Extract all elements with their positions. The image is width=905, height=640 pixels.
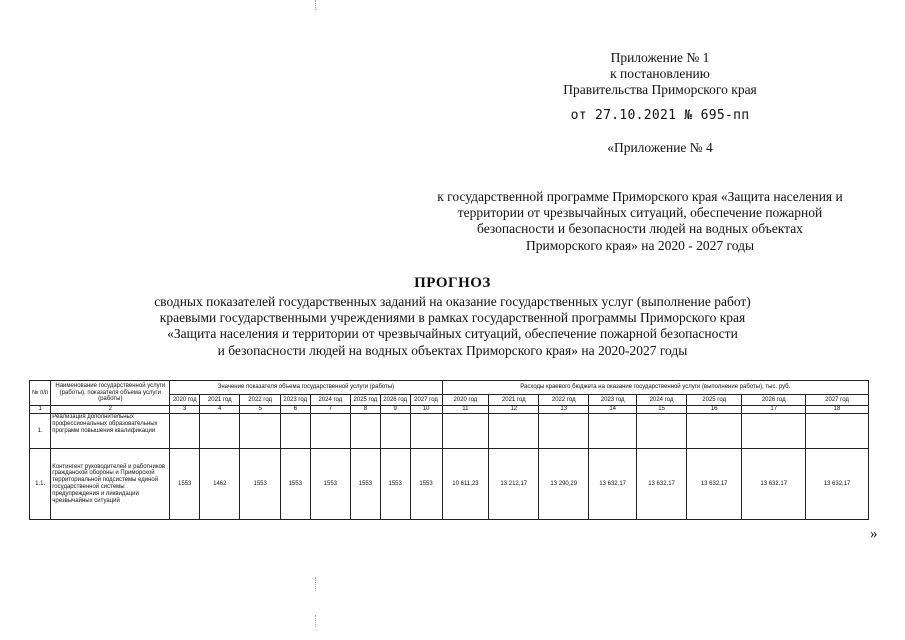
budget-year-header: 2023 год bbox=[589, 395, 637, 406]
col-no-header: № п/п bbox=[30, 381, 51, 406]
volume-cell bbox=[410, 414, 442, 449]
appendix-to-resolution: к постановлению bbox=[610, 66, 710, 81]
appendix-4-label: «Приложение № 4 bbox=[607, 140, 713, 155]
budget-cell bbox=[539, 414, 589, 449]
column-number: 9 bbox=[380, 406, 410, 414]
volume-cell: 1553 bbox=[351, 449, 381, 520]
appendix-header bbox=[520, 50, 800, 98]
column-number: 17 bbox=[742, 406, 806, 414]
appendix-number: Приложение № 1 bbox=[610, 50, 710, 65]
program-line: безопасности и безопасности людей на водных объектах bbox=[477, 221, 803, 237]
volume-cell bbox=[380, 414, 410, 449]
scan-mark bbox=[315, 615, 317, 627]
budget-year-header: 2025 год bbox=[687, 395, 742, 406]
volume-cell: 1462 bbox=[200, 449, 240, 520]
row-number: 1.1. bbox=[30, 449, 51, 520]
budget-year-header: 2020 год bbox=[442, 395, 489, 406]
budget-year-header: 2026 год bbox=[742, 395, 806, 406]
volume-year-header: 2027 год bbox=[410, 395, 442, 406]
closing-quote: » bbox=[870, 526, 878, 542]
column-number: 13 bbox=[539, 406, 589, 414]
volume-group-header: Значение показателя объема государственной услуги (работы) bbox=[170, 381, 442, 395]
subtitle-line: краевыми государственными учреждениями в рамках государственной программы Приморского края bbox=[159, 310, 746, 326]
volume-year-header: 2025 год bbox=[351, 395, 381, 406]
column-number: 12 bbox=[489, 406, 539, 414]
budget-group-header: Расходы краевого бюджета на оказание государственной услуги (выполнение работы), тыс. руб. bbox=[442, 381, 868, 395]
budget-cell: 13 632,17 bbox=[687, 449, 742, 520]
forecast-table bbox=[29, 380, 869, 520]
column-number: 10 bbox=[410, 406, 442, 414]
budget-cell: 10 611,23 bbox=[442, 449, 489, 520]
volume-cell bbox=[351, 414, 381, 449]
program-line: к государственной программе Приморского края «Защита населения и bbox=[437, 189, 843, 204]
volume-year-header: 2023 год bbox=[280, 395, 310, 406]
budget-cell bbox=[742, 414, 806, 449]
budget-cell bbox=[637, 414, 687, 449]
appendix-government: Правительства Приморского края bbox=[563, 82, 757, 97]
column-number: 15 bbox=[637, 406, 687, 414]
budget-cell: 13 632,17 bbox=[806, 449, 869, 520]
volume-cell: 1553 bbox=[410, 449, 442, 520]
column-number: 2 bbox=[51, 406, 170, 414]
budget-cell bbox=[687, 414, 742, 449]
subtitle-line: сводных показателей государственных заданий на оказание государственных услуг (выполнение работ) bbox=[154, 294, 751, 309]
subtitle-line: и безопасности людей на водных объектах Приморского края» на 2020-2027 годы bbox=[217, 342, 688, 358]
volume-year-header: 2022 год bbox=[240, 395, 280, 406]
volume-cell bbox=[310, 414, 350, 449]
column-number: 7 bbox=[310, 406, 350, 414]
volume-cell: 1553 bbox=[380, 449, 410, 520]
row-name: Контингент руководителей и работников гражданской обороны и Приморской территориальной подсистемы единой государственной системы предупреждения и ликвидации чрезвычайных ситуаций bbox=[51, 449, 170, 520]
column-number: 3 bbox=[170, 406, 200, 414]
column-number: 4 bbox=[200, 406, 240, 414]
column-number: 16 bbox=[687, 406, 742, 414]
volume-year-header: 2024 год bbox=[310, 395, 350, 406]
budget-cell bbox=[806, 414, 869, 449]
budget-year-header: 2021 год bbox=[489, 395, 539, 406]
volume-cell: 1553 bbox=[310, 449, 350, 520]
column-number: 11 bbox=[442, 406, 489, 414]
column-number: 14 bbox=[589, 406, 637, 414]
program-reference bbox=[400, 189, 880, 254]
budget-year-header: 2022 год bbox=[539, 395, 589, 406]
table-row bbox=[30, 414, 869, 449]
table-header-row bbox=[30, 381, 869, 395]
column-number: 5 bbox=[240, 406, 280, 414]
budget-year-header: 2027 год bbox=[806, 395, 869, 406]
column-number: 8 bbox=[351, 406, 381, 414]
volume-cell bbox=[170, 414, 200, 449]
budget-cell: 13 632,17 bbox=[637, 449, 687, 520]
table-row bbox=[30, 449, 869, 520]
scan-mark bbox=[315, 577, 317, 591]
budget-cell bbox=[589, 414, 637, 449]
document-title: ПРОГНОЗ bbox=[414, 275, 491, 291]
scan-mark bbox=[315, 0, 317, 10]
budget-cell bbox=[442, 414, 489, 449]
resolution-date: от 27.10.2021 № 695-пп bbox=[570, 108, 750, 123]
column-number: 1 bbox=[30, 406, 51, 414]
volume-cell: 1553 bbox=[240, 449, 280, 520]
volume-year-header: 2020 год bbox=[170, 395, 200, 406]
column-number: 6 bbox=[280, 406, 310, 414]
document-subtitle bbox=[100, 294, 805, 359]
subtitle-line: «Защита населения и территории от чрезвычайных ситуаций, обеспечение пожарной безопасности bbox=[167, 326, 738, 342]
row-name: Реализация дополнительных профессиональных образовательных программ повышения квалификации bbox=[51, 414, 170, 449]
volume-year-header: 2026 год bbox=[380, 395, 410, 406]
budget-cell: 13 212,17 bbox=[489, 449, 539, 520]
volume-cell: 1553 bbox=[280, 449, 310, 520]
column-number-row bbox=[30, 406, 869, 414]
volume-cell bbox=[280, 414, 310, 449]
volume-cell bbox=[200, 414, 240, 449]
volume-cell bbox=[240, 414, 280, 449]
program-line: Приморского края» на 2020 - 2027 годы bbox=[525, 237, 755, 253]
row-number: 1. bbox=[30, 414, 51, 449]
budget-year-header: 2024 год bbox=[637, 395, 687, 406]
column-number: 18 bbox=[806, 406, 869, 414]
volume-cell: 1553 bbox=[170, 449, 200, 520]
budget-cell: 13 632,17 bbox=[589, 449, 637, 520]
col-name-header: Наименование государственной услуги (работы), показателя объема услуги (работы) bbox=[51, 381, 170, 406]
budget-cell: 13 632,17 bbox=[742, 449, 806, 520]
budget-cell bbox=[489, 414, 539, 449]
volume-year-header: 2021 год bbox=[200, 395, 240, 406]
budget-cell: 13 290,29 bbox=[539, 449, 589, 520]
program-line: территории от чрезвычайных ситуаций, обеспечение пожарной bbox=[457, 205, 823, 221]
